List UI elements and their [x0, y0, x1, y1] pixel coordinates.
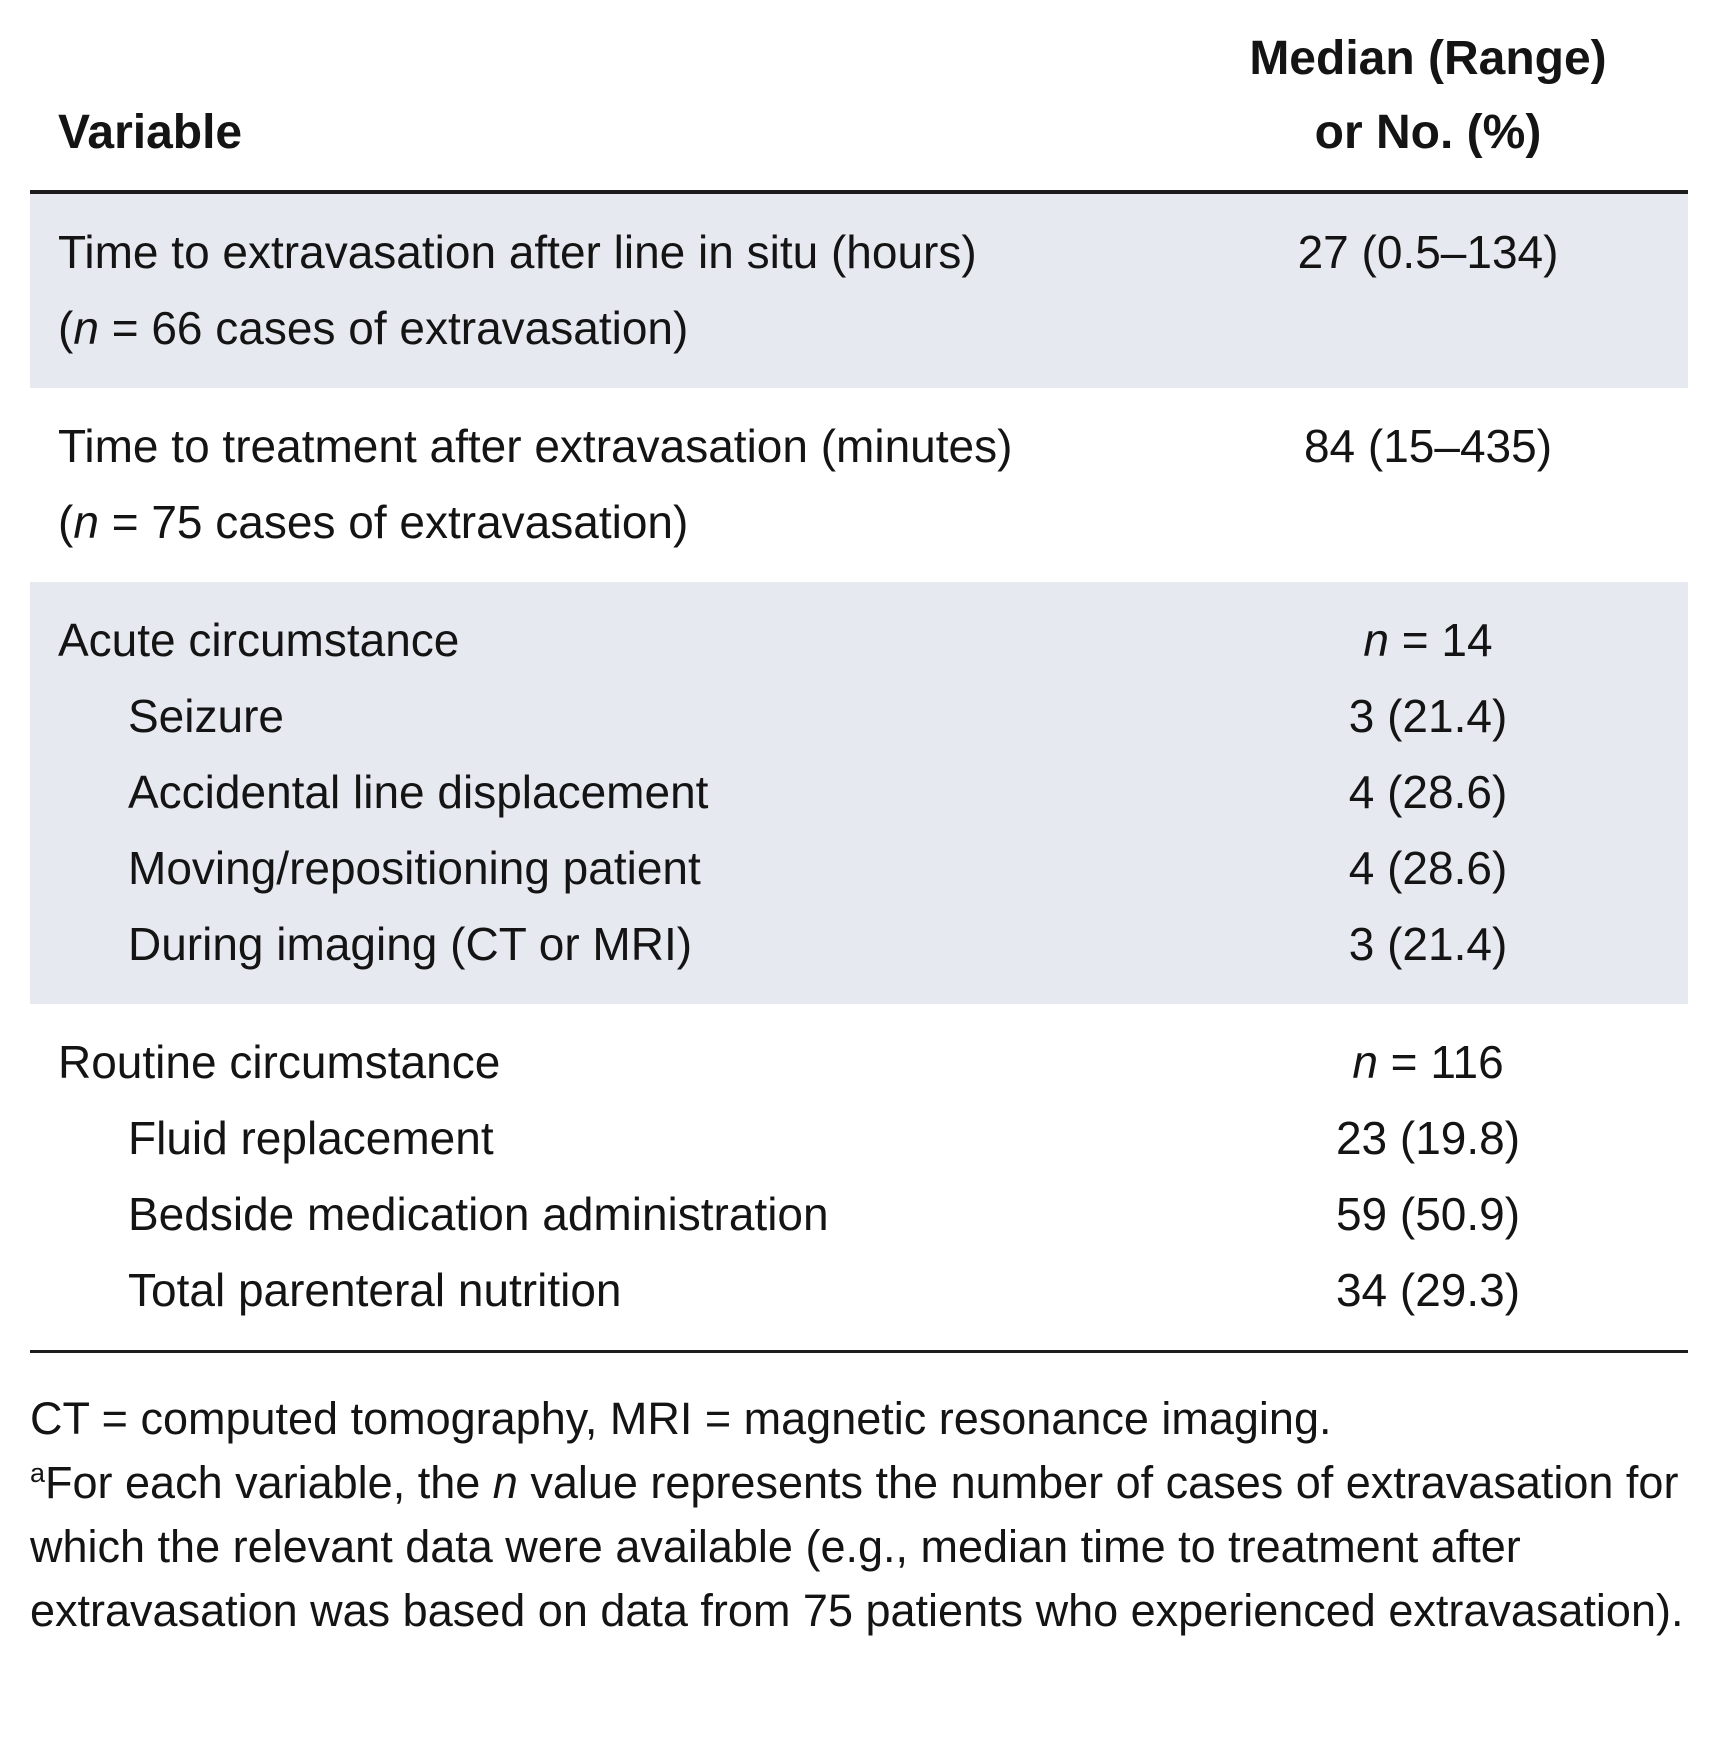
text-segment: During imaging (CT or MRI) — [128, 918, 693, 970]
row-label — [30, 754, 1168, 830]
table-row — [30, 214, 1688, 290]
text-segment: 4 (28.6) — [1348, 766, 1508, 818]
text-segment: Time to extravasation after line in situ (hours) — [58, 226, 977, 278]
text-segment: Total parenteral nutrition — [128, 1264, 622, 1316]
table-row — [30, 830, 1688, 906]
row-block — [30, 194, 1688, 388]
row-value — [1168, 678, 1688, 754]
table-header-row — [30, 0, 1688, 190]
text-segment: Accidental line displacement — [128, 766, 709, 818]
text-segment: Acute circumstance — [58, 614, 460, 666]
table-row — [30, 1252, 1688, 1328]
row-value — [1168, 1252, 1688, 1328]
italic-n: n — [1363, 614, 1389, 666]
value-column-header — [1168, 22, 1688, 170]
text-segment: 4 (28.6) — [1348, 842, 1508, 894]
text-segment: 3 (21.4) — [1348, 690, 1508, 742]
row-block — [30, 582, 1688, 1004]
abbreviation-note: CT = computed tomography, MRI = magnetic resonance imaging. — [30, 1393, 1332, 1444]
variable-column-header: Variable — [58, 106, 243, 159]
table-row — [30, 1024, 1688, 1100]
row-value — [1168, 1176, 1688, 1252]
row-block — [30, 1004, 1688, 1350]
text-segment: 59 (50.9) — [1335, 1188, 1521, 1240]
text-segment: ( — [58, 496, 74, 548]
study-table — [30, 0, 1688, 1643]
table-body — [30, 194, 1688, 1350]
table-footnote — [30, 1387, 1688, 1643]
text-segment: Moving/repositioning patient — [128, 842, 701, 894]
text-segment: 23 (19.8) — [1335, 1112, 1521, 1164]
text-segment: = 75 cases of extravasation) — [98, 496, 689, 548]
row-value — [1168, 906, 1688, 982]
row-label — [30, 602, 1168, 678]
row-label — [30, 484, 1168, 560]
row-value — [1168, 1024, 1688, 1100]
text-segment: Routine circumstance — [58, 1036, 501, 1088]
row-label — [30, 906, 1168, 982]
row-block — [30, 388, 1688, 582]
row-value — [1168, 754, 1688, 830]
text-segment: For each variable, the — [45, 1457, 493, 1508]
superscript-marker: a — [30, 1458, 46, 1488]
text-segment: Bedside medication administration — [128, 1188, 829, 1240]
table-bottom-rule — [30, 1350, 1688, 1353]
text-segment: 27 (0.5–134) — [1297, 226, 1559, 278]
row-label — [30, 214, 1168, 290]
row-label — [30, 408, 1168, 484]
row-value — [1168, 214, 1688, 290]
value-column-header-line1: Median (Range) — [1249, 32, 1607, 85]
table-row — [30, 1176, 1688, 1252]
row-label — [30, 1100, 1168, 1176]
table-row — [30, 602, 1688, 678]
text-segment: ( — [58, 302, 74, 354]
text-segment: 84 (15–435) — [1303, 420, 1553, 472]
text-segment: = 116 — [1377, 1036, 1504, 1088]
italic-n: n — [492, 1457, 518, 1508]
row-label — [30, 1176, 1168, 1252]
row-value — [1168, 1100, 1688, 1176]
italic-n: n — [1352, 1036, 1378, 1088]
text-segment: Fluid replacement — [128, 1112, 494, 1164]
text-segment: 34 (29.3) — [1335, 1264, 1521, 1316]
table-row — [30, 290, 1688, 366]
table-row — [30, 754, 1688, 830]
italic-n: n — [73, 302, 99, 354]
text-segment: Seizure — [128, 690, 284, 742]
text-segment: = 14 — [1389, 614, 1493, 666]
row-label — [30, 1024, 1168, 1100]
text-segment: 3 (21.4) — [1348, 918, 1508, 970]
italic-n: n — [73, 496, 99, 548]
variable-footnote — [30, 1457, 1683, 1636]
row-label — [30, 678, 1168, 754]
row-label — [30, 290, 1168, 366]
table-row — [30, 408, 1688, 484]
table-row — [30, 484, 1688, 560]
row-label — [30, 1252, 1168, 1328]
table-row — [30, 1100, 1688, 1176]
row-value — [1168, 408, 1688, 484]
table-row — [30, 678, 1688, 754]
text-segment: value represents the number of cases of extravasation for which the relevant data were available (e.g., median time to treatment after extravasation was based on data from 75 patients who experienced extravasation). — [30, 1457, 1684, 1636]
row-value — [1168, 830, 1688, 906]
row-value — [1168, 602, 1688, 678]
text-segment: Time to treatment after extravasation (minutes) — [58, 420, 1013, 472]
value-column-header-line2: or No. (%) — [1314, 106, 1542, 159]
text-segment: = 66 cases of extravasation) — [98, 302, 689, 354]
row-label — [30, 830, 1168, 906]
table-row — [30, 906, 1688, 982]
